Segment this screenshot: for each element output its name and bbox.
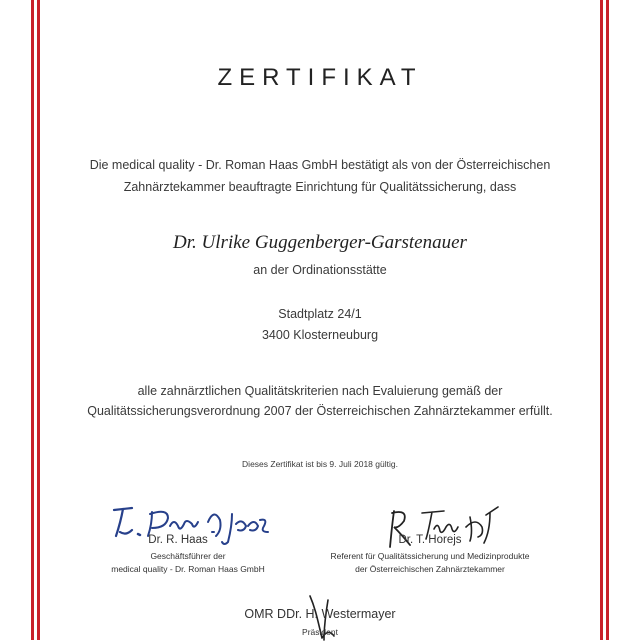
signatory-3-role: Präsident (302, 627, 338, 637)
intro-line-1: Die medical quality - Dr. Roman Haas GmbH bestätigt als von der Österreichischen (89, 158, 551, 172)
recipient-name: Dr. Ulrike Guggenberger-Garstenauer (173, 232, 467, 253)
signatory-2-role-line-1: Referent für Qualitätssicherung und Medizinprodukte (330, 551, 530, 561)
address-city: 3400 Klosterneuburg (261, 328, 379, 342)
signatory-1-role (88, 550, 288, 576)
signatory-2-name: Dr. T. Horejs (398, 534, 462, 546)
signatory-1-role-line-1: Geschäftsführer der (150, 551, 226, 561)
statement-line-1: alle zahnärztlichen Qualitätskriterien nach Evaluierung gemäß der (137, 384, 503, 398)
statement-line-2: Qualitätssicherungsverordnung 2007 der Österreichischen Zahnärztekammer erfüllt. (87, 404, 553, 418)
address-street: Stadtplatz 24/1 (278, 307, 362, 321)
signatory-1-name: Dr. R. Haas (148, 534, 208, 546)
signature-horejs (386, 505, 516, 555)
signatory-1-role-line-2: medical quality - Dr. Roman Haas GmbH (111, 564, 265, 574)
validity-note: Dieses Zertifikat ist bis 9. Juli 2018 gültig. (242, 459, 398, 469)
location-intro: an der Ordinationsstätte (253, 263, 387, 277)
certificate-title: ZERTIFIKAT (217, 64, 423, 91)
signatory-2-role (312, 550, 548, 576)
signatory-3-name: OMR DDr. H. Westermayer (244, 607, 396, 621)
intro-line-2: Zahnärztekammer beauftragte Einrichtung für Qualitätssicherung, dass (123, 180, 517, 194)
signatory-2-role-line-2: der Österreichischen Zahnärztekammer (355, 564, 505, 574)
